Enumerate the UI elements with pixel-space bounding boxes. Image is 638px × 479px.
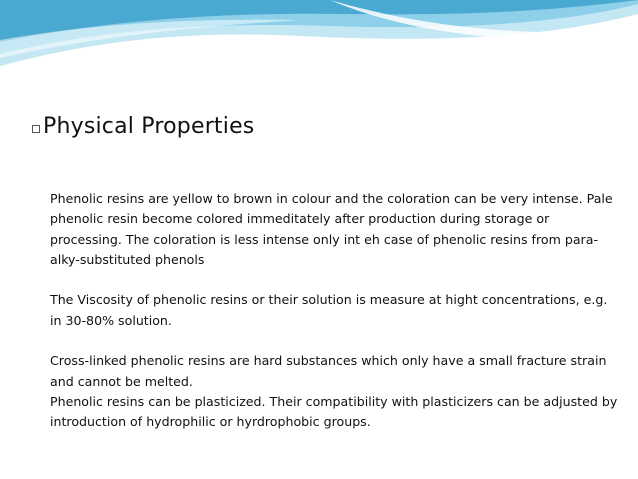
paragraph-plasticized: Phenolic resins can be plasticized. Their compatibility with plasticizers can be adjusted by introduction of hydrophilic or hyrdrophobic groups. <box>50 393 618 430</box>
paragraph-cross-linked: Cross-linked phenolic resins are hard substances which only have a small fracture strain and cannot be melted. <box>50 353 607 389</box>
slide-body <box>50 189 620 433</box>
header-wave-decoration <box>0 0 638 80</box>
bullet-square-icon <box>32 125 40 133</box>
paragraph-coloration: Phenolic resins are yellow to brown in colour and the coloration can be very intense. Pale phenolic resin become colored immeditately after production during storage or processing. The coloration is less intense only int eh case of phenolic resins from para-alky-substituted phenols <box>50 191 613 267</box>
paragraph-viscosity: The Viscosity of phenolic resins or their solution is measure at hight concentrations, e.g. in 30-80% solution. <box>50 292 608 328</box>
title-row <box>32 114 254 139</box>
slide-title: Physical Properties <box>43 114 255 139</box>
